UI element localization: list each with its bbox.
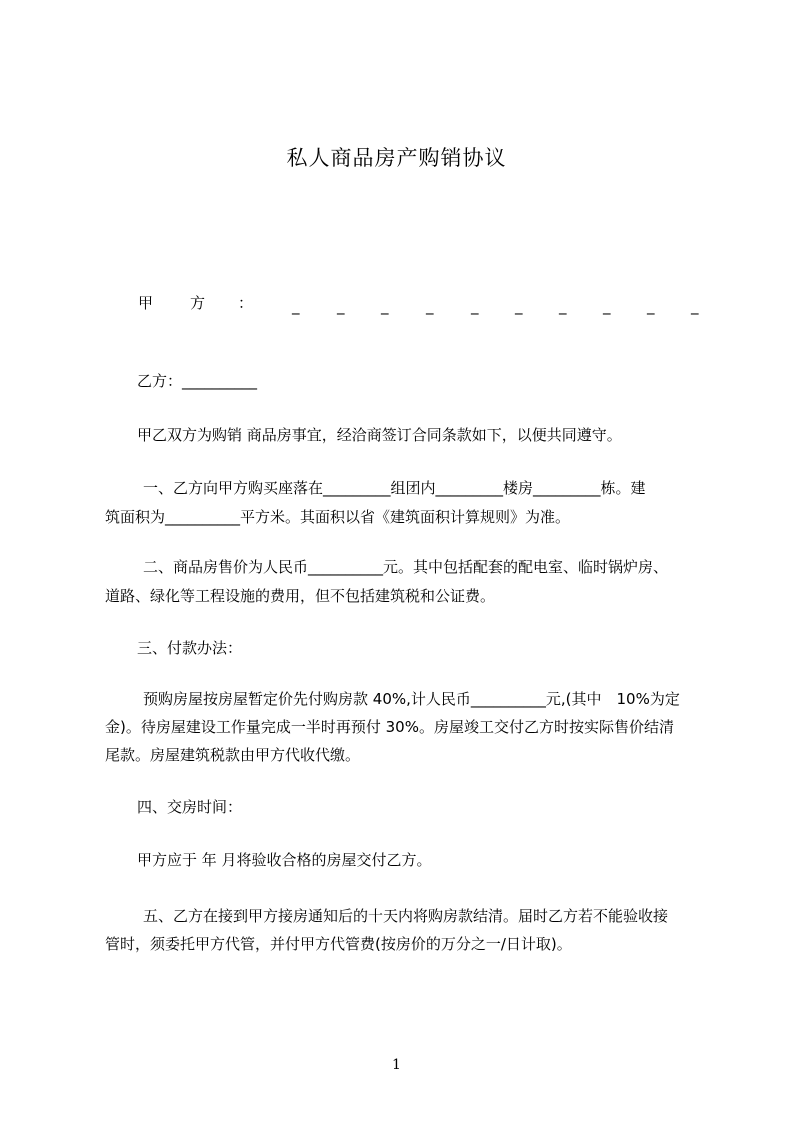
clause-1-line-1: 一、乙方向甲方购买座落在_________组团内_________楼房_________栋。建	[143, 479, 646, 497]
clause-5-line-1: 五、乙方在接到甲方接房通知后的十天内将购房款结清。届时乙方若不能验收接	[143, 907, 669, 925]
party-a-blank: _	[647, 297, 655, 315]
party-a-blank: _	[381, 297, 389, 315]
clause-5-line-2: 管时，须委托甲方代管，并付甲方代管费(按房价的万分之一/日计取)。	[105, 935, 572, 953]
party-b-line: 乙方：__________	[137, 372, 258, 390]
party-a-label-char1: 甲	[138, 294, 154, 312]
party-a-blank: _	[603, 297, 611, 315]
party-a-blank: _	[426, 297, 434, 315]
clause-2-line-1: 二、商品房售价为人民币__________元。其中包括配套的配电室、临时锅炉房、	[143, 558, 669, 576]
clause-3-line-1: 预购房屋按房屋暂定价先付购房款 40%,计人民币__________元,(其中 10%为定	[143, 690, 680, 708]
document-title: 私人商品房产购销协议	[286, 146, 507, 170]
clause-1-line-2: 筑面积为__________平方米。其面积以省《建筑面积计算规则》为准。	[105, 508, 571, 526]
clause-4-body: 甲方应于 年 月将验收合格的房屋交付乙方。	[137, 851, 432, 869]
intro-paragraph: 甲乙双方为购销 商品房事宜，经洽商签订合同条款如下，以便共同遵守。	[137, 426, 622, 444]
page-number: 1	[392, 1057, 401, 1073]
party-a-label-char2: 方	[190, 294, 206, 312]
clause-3-line-3: 尾款。房屋建筑税款由甲方代收代缴。	[105, 746, 361, 764]
clause-3-line-2: 金)。待房屋建设工作量完成一半时再预付 30%。房屋竣工交付乙方时按实际售价结清	[105, 718, 674, 736]
party-a-blank: _	[559, 297, 567, 315]
party-a-colon: ：	[238, 294, 254, 312]
party-a-blank: _	[292, 297, 300, 315]
party-a-blank: _	[337, 297, 345, 315]
clause-2-line-2: 道路、绿化等工程设施的费用，但不包括建筑税和公证费。	[105, 587, 496, 605]
party-a-blank: _	[471, 297, 479, 315]
clause-3-heading: 三、付款办法：	[137, 639, 243, 657]
party-a-blank: _	[515, 297, 523, 315]
party-a-blank: _	[691, 297, 699, 315]
clause-4-heading: 四、交房时间：	[137, 798, 243, 816]
